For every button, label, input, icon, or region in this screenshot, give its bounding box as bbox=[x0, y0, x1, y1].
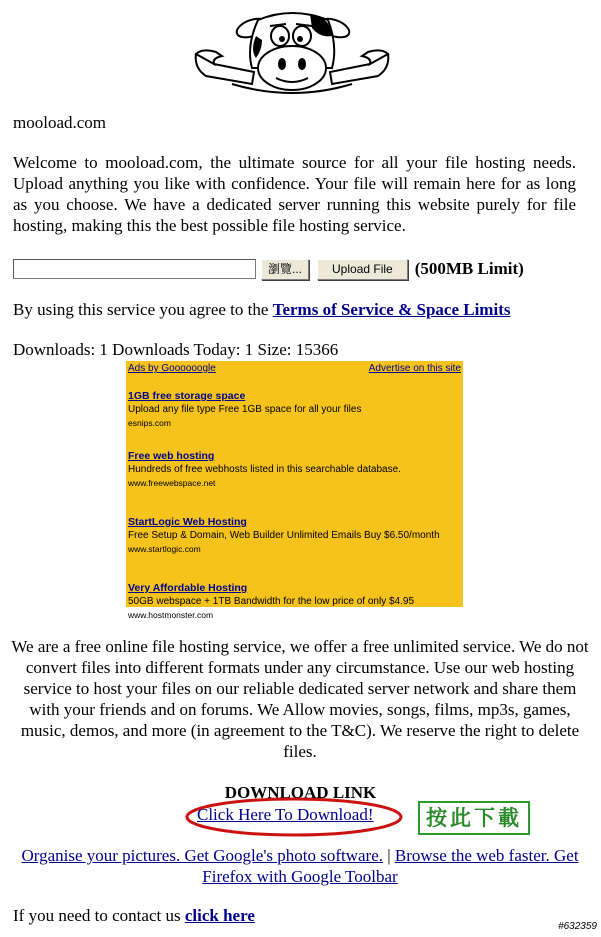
download-stats: Downloads: 1 Downloads Today: 1 Size: 15366 bbox=[13, 340, 339, 359]
click-to-download-chinese-label: 按此下載 bbox=[418, 801, 530, 835]
firefox-toolbar-link[interactable]: Browse the web faster. Get Firefox with Google Toolbar bbox=[202, 846, 579, 886]
ad-title-link[interactable]: StartLogic Web Hosting bbox=[128, 516, 247, 528]
upload-form bbox=[13, 256, 524, 282]
ad-title-link[interactable]: Very Affordable Hosting bbox=[128, 582, 248, 594]
download-heading: DOWNLOAD LINK bbox=[224, 783, 377, 802]
contact-link[interactable]: click here bbox=[184, 906, 255, 925]
ad-item bbox=[128, 582, 458, 620]
watermark: #632359 bbox=[558, 921, 597, 932]
ad-item bbox=[128, 390, 458, 428]
ads-header bbox=[128, 363, 461, 374]
browse-button[interactable]: 瀏覽... bbox=[261, 259, 309, 280]
terms-notice bbox=[13, 300, 510, 320]
link-separator: | bbox=[383, 846, 395, 865]
ad-title-link[interactable]: Free web hosting bbox=[128, 450, 215, 462]
google-photo-link[interactable]: Organise your pictures. Get Google's photo software. bbox=[21, 846, 383, 865]
ad-url[interactable]: www.freewebspace.net bbox=[128, 478, 216, 488]
ad-description: 50GB webspace + 1TB Bandwidth for the low price of only $4.95 bbox=[128, 596, 415, 607]
contact-line bbox=[13, 906, 255, 926]
google-promo-links bbox=[20, 845, 580, 887]
upload-limit-label: (500MB Limit) bbox=[414, 259, 524, 278]
ads-by-google-link[interactable]: Ads by Goooooogle bbox=[128, 363, 216, 374]
ad-description: Upload any file type Free 1GB space for all your files bbox=[128, 404, 362, 415]
site-name: mooload.com bbox=[13, 113, 107, 132]
cow-logo bbox=[192, 6, 392, 116]
ad-url[interactable]: www.hostmonster.com bbox=[128, 610, 214, 620]
ad-description: Free Setup & Domain, Web Builder Unlimited Emails Buy $6.50/month bbox=[128, 530, 440, 541]
contact-prefix: If you need to contact us bbox=[13, 906, 185, 925]
download-link[interactable]: Click Here To Download! bbox=[197, 805, 374, 824]
about-text: We are a free online file hosting service, we offer a free unlimited service. We do not convert files into different formats under any circumstance. Use our web hosting service to host your files on our reliable dedicated server network and share them with your friends and on forums. We Allow movies, songs, films, mp3s, games, music, demos, and more (in agreement to the T&C). We reserve the right to delete files. bbox=[11, 637, 589, 761]
ad-url[interactable]: www.startlogic.com bbox=[128, 544, 201, 554]
upload-file-button[interactable]: Upload File bbox=[317, 259, 408, 280]
advertise-link[interactable]: Advertise on this site bbox=[368, 363, 461, 374]
google-ads-box bbox=[126, 361, 463, 620]
ad-item bbox=[128, 450, 458, 488]
ad-item bbox=[128, 516, 458, 554]
terms-link[interactable]: Terms of Service & Space Limits bbox=[272, 300, 511, 319]
terms-prefix: By using this service you agree to the bbox=[13, 300, 273, 319]
ad-title-link[interactable]: 1GB free storage space bbox=[128, 390, 246, 402]
ad-description: Hundreds of free webhosts listed in this searchable database. bbox=[128, 464, 401, 475]
welcome-text: Welcome to mooload.com, the ultimate source for all your file hosting needs. Upload anything you like with confidence. Your file will remain here for as long as you choose. We have a dedicated server running this website purely for file hosting, making this the best possible file hosting service. bbox=[13, 153, 576, 235]
file-path-input[interactable] bbox=[13, 259, 256, 279]
ad-url[interactable]: esnips.com bbox=[128, 418, 171, 428]
